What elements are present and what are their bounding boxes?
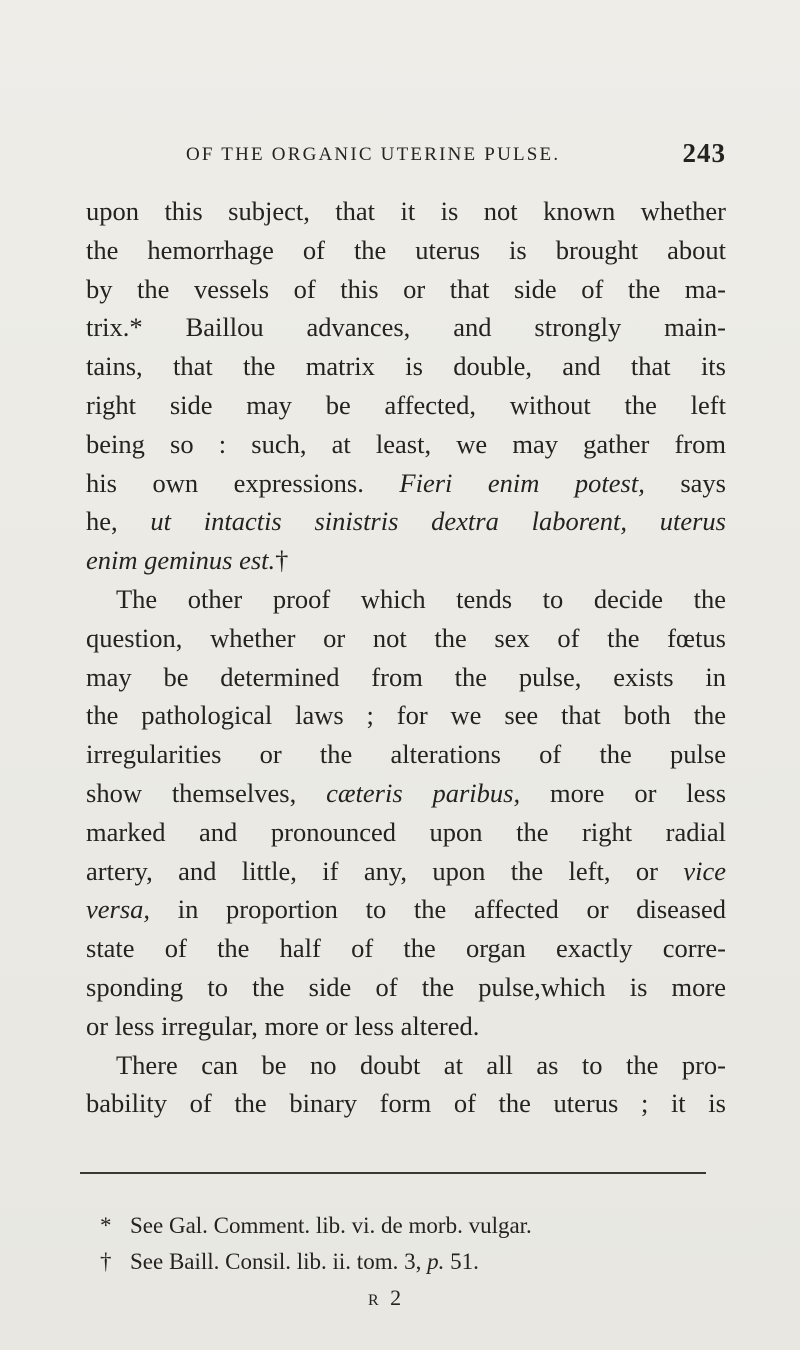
footnote-text: See Baill. Consil. lib. ii. tom. 3, (130, 1249, 428, 1274)
footnote-text: 51. (444, 1249, 479, 1274)
latin-phrase: cæteris paribus, (326, 777, 521, 808)
footnote-mark: * (100, 1213, 112, 1238)
page-number: 243 (682, 138, 726, 168)
footnote (100, 1208, 700, 1244)
text-line (86, 502, 726, 541)
text-span: show themselves, (86, 777, 327, 808)
footnote-ref: † (275, 545, 289, 576)
text-span: in proportion to the affected or diseased (150, 894, 726, 925)
running-head-title: OF THE ORGANIC UTERINE PULSE. (186, 144, 561, 165)
latin-phrase: vice (683, 855, 726, 886)
latin-quote: enim geminus est. (86, 545, 276, 576)
text-span: his own expressions. (86, 467, 400, 498)
text-line: tains, that the matrix is double, and that its (86, 351, 726, 382)
text-line: right side may be affected, without the left (86, 389, 726, 420)
latin-quote: Fieri enim potest, (399, 467, 645, 498)
text-span: artery, and little, if any, upon the left, or (86, 855, 684, 886)
text-span: he, (86, 506, 151, 537)
text-line: the pathological laws ; for we see that both the (86, 700, 726, 731)
text-line: marked and pronounced upon the right radial (86, 816, 726, 847)
text-line (86, 464, 726, 503)
latin-quote: ut intactis sinistris dextra laborent, uterus (150, 506, 727, 537)
text-line (86, 852, 726, 891)
text-line: by the vessels of this or that side of the ma- (86, 273, 726, 304)
footnote (100, 1244, 700, 1280)
signature-letter: R (368, 1292, 382, 1309)
text-line: irregularities or the alterations of the pulse (86, 739, 726, 770)
footnote-rule (80, 1172, 706, 1174)
signature-number: 2 (390, 1285, 405, 1310)
text-line (86, 541, 726, 580)
text-line: trix.* Baillou advances, and strongly main- (86, 312, 726, 343)
footnote-mark: † (100, 1249, 112, 1274)
footnote-text-italic: p. (427, 1249, 445, 1274)
text-span: says (644, 467, 726, 498)
text-line: being so : such, at least, we may gather from (86, 428, 726, 459)
footnotes (100, 1208, 700, 1280)
text-line: sponding to the side of the pulse,which is more (86, 971, 726, 1002)
latin-phrase: versa, (86, 894, 151, 925)
text-line (86, 774, 726, 813)
text-line (86, 890, 726, 929)
text-line: or less irregular, more or less altered. (86, 1010, 480, 1041)
text-line: upon this subject, that it is not known whether (86, 196, 726, 226)
text-line: may be determined from the pulse, exists in (86, 661, 726, 692)
text-line: question, whether or not the sex of the fœtus (86, 622, 726, 653)
text-line: state of the half of the organ exactly corre- (86, 933, 726, 964)
text-line: bability of the binary form of the uterus ; it is (86, 1088, 726, 1119)
footnote-text: See Gal. Comment. lib. vi. de morb. vulgar. (130, 1213, 532, 1238)
text-line: the hemorrhage of the uterus is brought about (86, 234, 726, 265)
paragraph-start-line: There can be no doubt at all as to the pro- (116, 1049, 726, 1080)
signature-mark (368, 1285, 404, 1311)
text-span: more or less (520, 777, 727, 808)
paragraph-start-line: The other proof which tends to decide the (116, 583, 726, 614)
body-text (86, 192, 726, 1123)
running-head (186, 138, 726, 172)
